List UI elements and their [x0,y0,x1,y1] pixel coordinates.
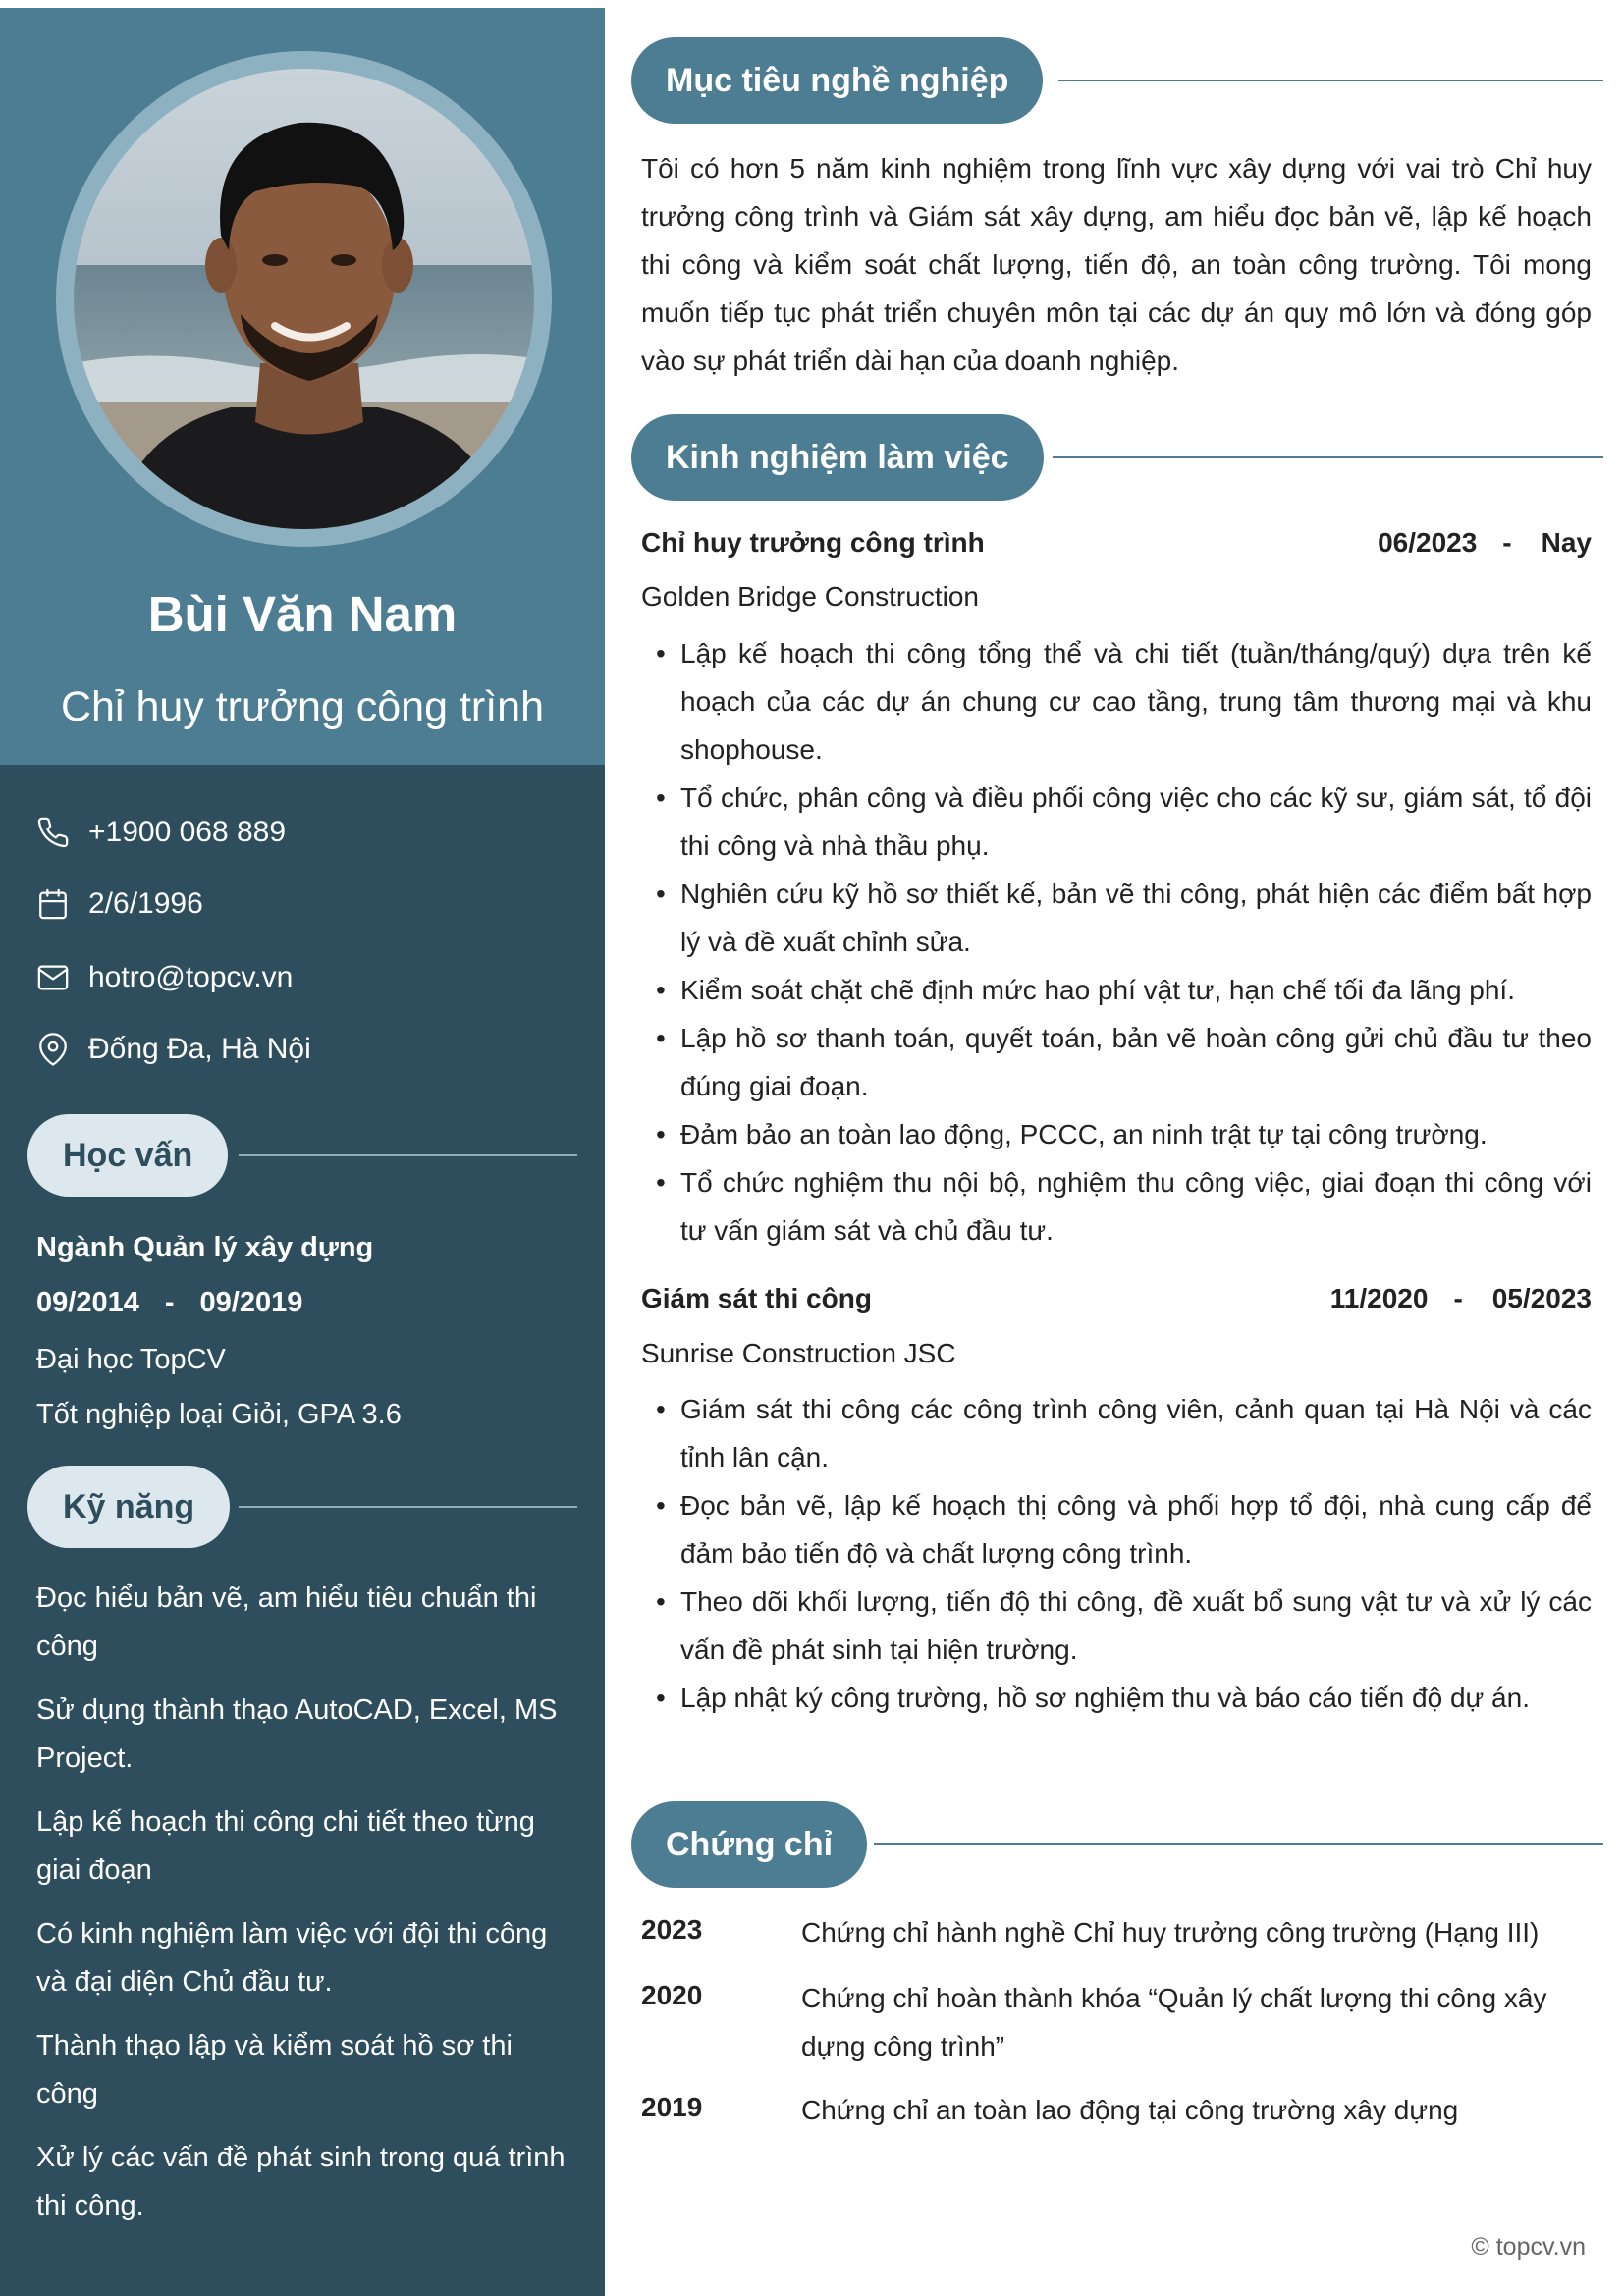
job-bullet: • Đọc bản vẽ, lập kế hoạch thị công và phối hợp tổ đội, nhà cung cấp để đảm bảo tiến độ và chất lượng công trình. [656,1481,1592,1577]
birthday-text: 2/6/1996 [88,887,203,920]
education-dash: - [164,1287,175,1318]
skill-item: Đọc hiểu bản vẽ, am hiểu tiêu chuẩn thi công [36,1582,537,1662]
experience-heading-label: Kinh nghiệm làm việc [631,414,1044,501]
job-dates [1374,527,1592,559]
skill-item: Thành thạo lập và kiểm soát hồ sơ thi công [36,2030,513,2109]
job-bullet: • Kiểm soát chặt chẽ định mức hao phí vật tư, hạn chế tối đa lãng phí. [656,966,1592,1014]
objective-heading-label: Mục tiêu nghề nghiệp [631,37,1043,124]
job-bullet: • Giám sát thi công các công trình công viên, cảnh quan tại Hà Nội và các tỉnh lân cận. [656,1385,1592,1481]
education-major: Ngành Quản lý xây dựng [36,1232,374,1263]
job-title: Chỉ huy trưởng công trình [641,527,985,558]
job-dash: - [1453,1283,1463,1313]
skills-heading [27,1466,230,1548]
contact-email [35,956,293,999]
job-bullet: • Đảm bảo an toàn lao động, PCCC, an ninh trật tự tại công trường. [656,1110,1592,1158]
candidate-job-title: Chỉ huy trưởng công trình [60,683,544,730]
job-bullets [656,1385,1592,1722]
job-bullet: • Theo dõi khối lượng, tiến độ thi công, đề xuất bổ sung vật tư và xử lý các vấn đề phát sinh tại hiện trường. [656,1577,1592,1674]
certificate-item [641,1914,1592,1956]
education-end: 09/2019 [199,1287,303,1318]
skill-item: Sử dụng thành thạo AutoCAD, Excel, MS Project. [36,1694,558,1774]
job-header [641,1279,1592,1318]
certificate-desc: Chứng chỉ hành nghề Chỉ huy trưởng công trường (Hạng III) [801,1917,1540,1948]
job-company: Sunrise Construction JSC [641,1338,956,1368]
job-header [641,523,1592,562]
contact-birthday [35,882,203,926]
contact-address [35,1028,311,1071]
skills-heading-label: Kỹ năng [27,1466,230,1548]
sidebar [0,8,605,2296]
skills-list [36,1575,571,2246]
education-dates [36,1287,302,1319]
certificates-divider [874,1843,1603,1845]
job-bullet: • Lập kế hoạch thi công tổng thể và chi tiết (tuần/tháng/quý) dựa trên kế hoạch của các dự án chung cư cao tầng, trung tâm thương mại và khu shophouse. [656,629,1592,774]
education-school: Đại học TopCV [36,1344,226,1375]
certificate-year: 2023 [641,1914,703,1945]
experience-heading [631,414,1044,501]
education-result: Tốt nghiệp loại Giỏi, GPA 3.6 [36,1399,402,1430]
address-text: Đống Đa, Hà Nội [88,1033,311,1065]
job-start: 11/2020 [1329,1283,1429,1313]
objective-divider [1058,80,1603,81]
certificate-year: 2020 [641,1980,703,2010]
mail-icon [35,960,71,995]
job-bullets [656,629,1592,1255]
certificate-desc: Chứng chỉ an toàn lao động tại công trường xây dựng [801,2095,1459,2125]
certificates-heading-label: Chứng chỉ [631,1801,867,1888]
location-pin-icon [35,1032,71,1067]
objective-heading [631,37,1043,124]
skill-item: Có kinh nghiệm làm việc với đội thi công và đại diện Chủ đầu tư. [36,1918,548,1998]
certificate-item [641,1980,1592,2070]
email-text: hotro@topcv.vn [88,961,294,993]
job-end: 05/2023 [1491,1283,1592,1313]
skill-item: Lập kế hoạch thi công chi tiết theo từng giai đoạn [36,1806,535,1886]
job-company: Golden Bridge Construction [641,581,979,612]
contact-phone [35,811,286,854]
job-bullet: • Lập hồ sơ thanh toán, quyết toán, bản vẽ hoàn công gửi chủ đầu tư theo đúng giai đoạn. [656,1014,1592,1110]
job-dash: - [1502,527,1512,558]
job-dates [1326,1283,1592,1314]
phone-text: +1900 068 889 [88,816,287,848]
certificate-item [641,2092,1592,2134]
education-heading-label: Học vấn [27,1114,228,1197]
skills-divider [239,1506,577,1508]
footer-credit: © topcv.vn [1471,2233,1586,2261]
experience-divider [1053,456,1603,458]
education-heading [27,1114,228,1197]
job-bullet: • Tổ chức, phân công và điều phối công việc cho các kỹ sư, giám sát, tổ đội thi công và nhà thầu phụ. [656,774,1592,870]
candidate-name: Bùi Văn Nam [147,586,458,642]
job-bullet: • Lập nhật ký công trường, hồ sơ nghiệm thu và báo cáo tiến độ dự án. [656,1674,1592,1722]
job-end: Nay [1541,527,1592,558]
education-divider [239,1154,577,1156]
job-start: 06/2023 [1378,527,1478,558]
phone-icon [35,815,71,850]
calendar-icon [35,886,71,922]
profile-header [0,8,605,765]
job-title: Giám sát thi công [641,1283,872,1313]
certificate-desc: Chứng chỉ hoàn thành khóa “Quản lý chất lượng thi công xây dựng công trình” [801,1983,1547,2061]
job-bullet: • Tổ chức nghiệm thu nội bộ, nghiệm thu công việc, giai đoạn thi công với tư vấn giám sát và chủ đầu tư. [656,1158,1592,1255]
education-start: 09/2014 [36,1287,139,1318]
avatar [74,69,534,529]
job-bullet: • Nghiên cứu kỹ hồ sơ thiết kế, bản vẽ thi công, phát hiện các điểm bất hợp lý và đề xuất chỉnh sửa. [656,870,1592,966]
certificate-year: 2019 [641,2092,703,2122]
certificates-heading [631,1801,867,1888]
skill-item: Xử lý các vấn đề phát sinh trong quá trình thi công. [36,2142,566,2221]
avatar-ring [56,51,552,547]
objective-text: Tôi có hơn 5 năm kinh nghiệm trong lĩnh vực xây dựng với vai trò Chỉ huy trưởng công trình và Giám sát xây dựng, am hiểu đọc bản vẽ, lập kế hoạch thi công và kiểm soát chất lượng, tiến độ, an toàn công trường. Tôi mong muốn tiếp tục phát triển chuyên môn tại các dự án quy mô lớn và đóng góp vào sự phát triển dài hạn của doanh nghiệp. [641,153,1592,376]
